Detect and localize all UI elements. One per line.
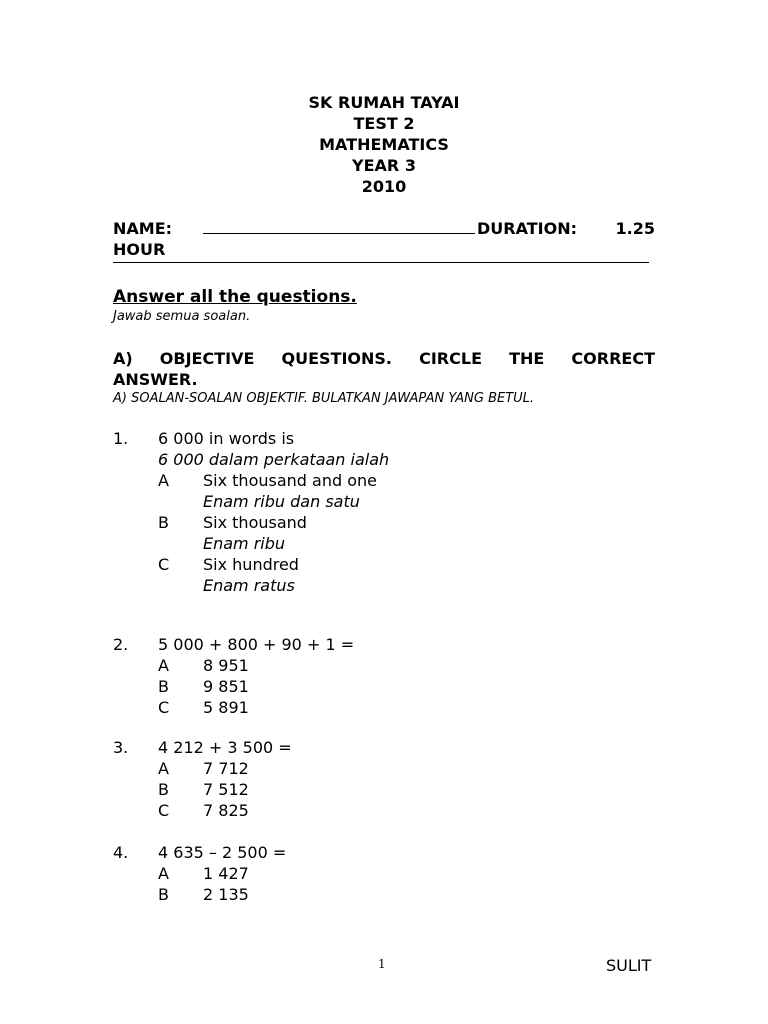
option-text: 7 512 <box>203 780 249 799</box>
option-letter: B <box>158 677 169 696</box>
question-4 <box>113 842 655 905</box>
option-text: 1 427 <box>203 864 249 883</box>
section-a-word: QUESTIONS. <box>281 349 393 368</box>
question-number: 1. <box>113 429 129 448</box>
section-a-word: THE <box>509 349 545 368</box>
option-letter: A <box>158 471 169 490</box>
option-c[interactable] <box>113 554 655 575</box>
option-a[interactable] <box>113 863 655 884</box>
option-text-malay: Enam ribu dan satu <box>203 492 360 511</box>
option-text: 7 712 <box>203 759 249 778</box>
option-text: 7 825 <box>203 801 249 820</box>
name-label: NAME: <box>113 219 173 238</box>
question-1 <box>113 428 655 596</box>
section-a-word: CIRCLE <box>419 349 482 368</box>
name-blank-line[interactable] <box>203 219 475 234</box>
year-level: YEAR 3 <box>352 156 416 175</box>
question-number: 3. <box>113 738 129 757</box>
option-letter: A <box>158 759 169 778</box>
option-letter: B <box>158 780 169 799</box>
option-b[interactable] <box>113 884 655 905</box>
duration-value: 1.25 <box>615 219 655 238</box>
section-a-title <box>113 348 655 390</box>
section-a-header <box>113 348 655 407</box>
name-duration-row <box>113 218 655 239</box>
option-text: 8 951 <box>203 656 249 675</box>
option-letter: C <box>158 801 170 820</box>
option-text-malay: Enam ribu <box>203 534 286 553</box>
option-b[interactable] <box>113 512 655 533</box>
subject-title: MATHEMATICS <box>319 135 449 154</box>
exam-page <box>113 92 655 905</box>
option-text: Six thousand and one <box>203 471 377 490</box>
option-a[interactable] <box>113 758 655 779</box>
question-text: 4 635 – 2 500 = <box>158 843 287 862</box>
page-number: 1 <box>378 957 386 971</box>
section-a-word: CORRECT <box>571 349 655 368</box>
option-letter: A <box>158 864 169 883</box>
option-letter: B <box>158 513 169 532</box>
option-letter: B <box>158 885 169 904</box>
option-c[interactable] <box>113 697 655 718</box>
option-text: 2 135 <box>203 885 249 904</box>
question-text: 6 000 in words is <box>158 429 295 448</box>
question-2 <box>113 634 655 718</box>
instructions-title: Answer all the questions. <box>113 287 357 307</box>
divider-line <box>113 262 649 263</box>
option-letter: A <box>158 656 169 675</box>
exam-year: 2010 <box>361 177 407 196</box>
section-a-title-line2: ANSWER. <box>113 370 198 389</box>
classification-label: SULIT <box>606 956 652 975</box>
question-text: 5 000 + 800 + 90 + 1 = <box>158 635 355 654</box>
instructions <box>113 287 655 325</box>
question-text: 4 212 + 3 500 = <box>158 738 292 757</box>
question-text-malay: 6 000 dalam perkataan ialah <box>158 450 390 469</box>
option-letter: C <box>158 555 170 574</box>
duration-label: DURATION: <box>477 219 577 238</box>
section-a-word: A) <box>113 349 133 368</box>
question-number: 4. <box>113 843 129 862</box>
option-letter: C <box>158 698 170 717</box>
option-text-malay: Enam ratus <box>203 576 295 595</box>
section-a-subtitle: A) SOALAN-SOALAN OBJEKTIF. BULATKAN JAWAPAN YANG BETUL. <box>113 391 535 406</box>
option-b[interactable] <box>113 676 655 697</box>
section-a-word: OBJECTIVE <box>159 349 255 368</box>
option-text: Six hundred <box>203 555 299 574</box>
instructions-subtitle: Jawab semua soalan. <box>113 309 251 324</box>
question-3 <box>113 737 655 821</box>
duration-unit: HOUR <box>113 240 166 259</box>
option-a[interactable] <box>113 655 655 676</box>
option-text: 5 891 <box>203 698 249 717</box>
option-c[interactable] <box>113 800 655 821</box>
exam-header <box>113 92 655 197</box>
option-b[interactable] <box>113 779 655 800</box>
option-text: Six thousand <box>203 513 307 532</box>
option-text: 9 851 <box>203 677 249 696</box>
test-title: TEST 2 <box>353 114 415 133</box>
question-number: 2. <box>113 635 129 654</box>
option-a[interactable] <box>113 470 655 491</box>
school-name: SK RUMAH TAYAI <box>308 93 460 112</box>
